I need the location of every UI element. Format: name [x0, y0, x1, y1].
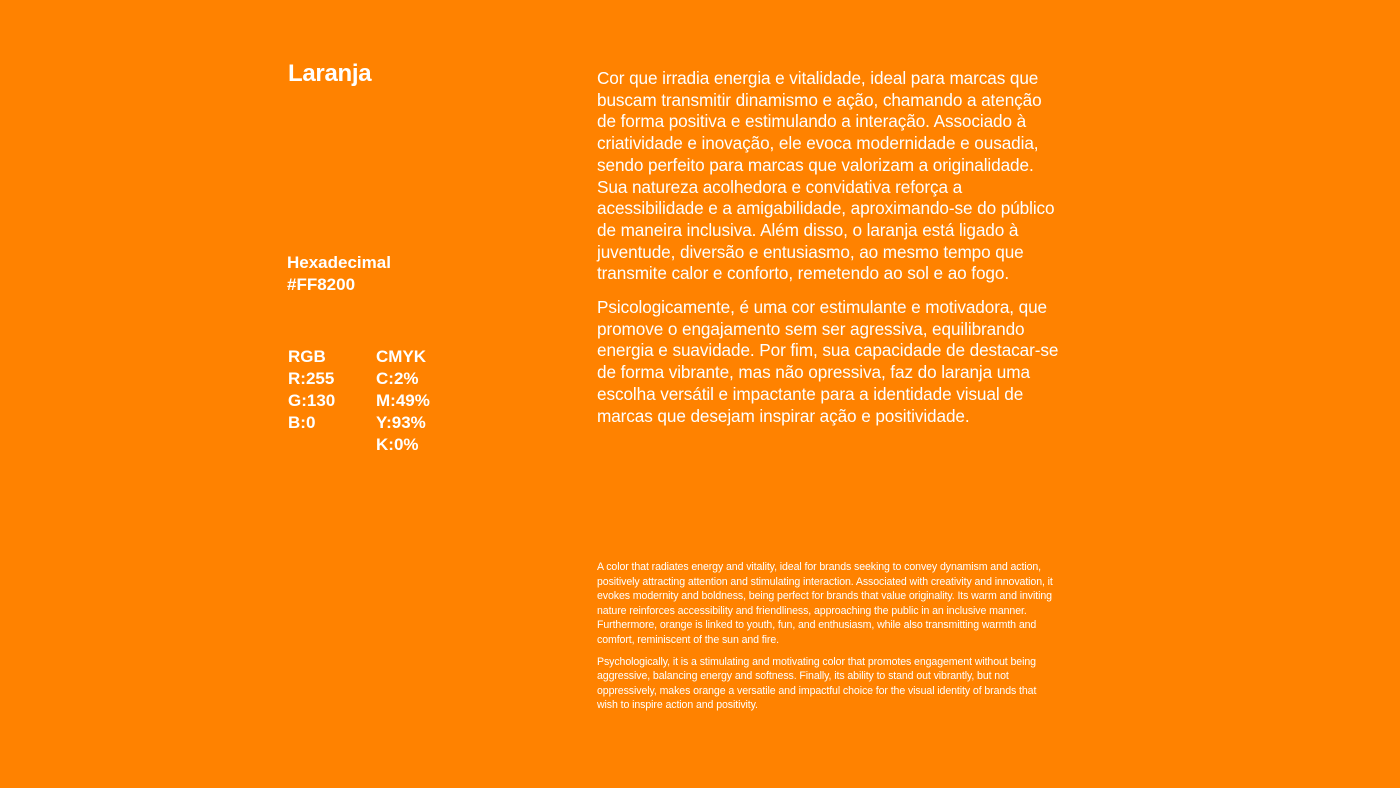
description-en-paragraph: A color that radiates energy and vitality, ideal for brands seeking to convey dynamism and action, positively attracting attention and stimulating interaction. Associated with creativity and innovation, it evokes modernity and boldness, being perfect for brands that value originality. Its warm and inviting nature reinforces accessibility and friendliness, approaching the public in an inclusive manner. Furthermore, orange is linked to youth, fun, and enthusiasm, while also transmitting warmth and comfort, reminiscent of the sun and fire. [597, 561, 1053, 646]
description-portuguese [597, 68, 1065, 439]
description-pt-paragraph: Cor que irradia energia e vitalidade, ideal para marcas que buscam transmitir dinamismo e ação, chamando a atenção de forma positiva e estimulando a interação. Associado à criatividade e inovação, ele evoca modernidade e ousadia, sendo perfeito para marcas que valorizam a originalidade. Sua natureza acolhedora e convidativa reforça a acessibilidade e a amigabilidade, aproximando-se do público de maneira inclusiva. Além disso, o laranja está ligado à juventude, diversão e entusiasmo, ao mesmo tempo que transmite calor e conforto, remetendo ao sol e ao fogo. [597, 68, 1055, 284]
rgb-g-value: G:130 [288, 391, 336, 410]
rgb-b-value: B:0 [288, 413, 316, 432]
cmyk-y-value: Y:93% [376, 413, 426, 432]
rgb-column [288, 346, 376, 456]
cmyk-c-value: C:2% [376, 369, 419, 388]
rgb-r-value: R:255 [288, 369, 335, 388]
description-english [597, 560, 1057, 720]
description-en-paragraph: Psychologically, it is a stimulating and motivating color that promotes engagement without being aggressive, balancing energy and softness. Finally, its ability to stand out vibrantly, but not oppressively, makes orange a versatile and impactful choice for the visual identity of brands that wish to inspire action and positivity. [597, 655, 1037, 712]
hex-value: #FF8200 [287, 275, 356, 294]
cmyk-column [376, 346, 456, 456]
hex-block [287, 252, 391, 296]
hex-label: Hexadecimal [287, 253, 391, 272]
rgb-label: RGB [288, 347, 326, 366]
color-name-title: Laranja [288, 60, 372, 87]
description-pt-paragraph: Psicologicamente, é uma cor estimulante e motivadora, que promove o engajamento sem ser agressiva, equilibrando energia e suavidade. Por fim, sua capacidade de destacar-se de forma vibrante, mas não opressiva, faz do laranja uma escolha versátil e impactante para a identidade visual de marcas que desejam inspirar ação e positividade. [597, 297, 1059, 426]
cmyk-k-value: K:0% [376, 435, 419, 454]
cmyk-label: CMYK [376, 347, 427, 366]
color-values-table [288, 346, 456, 456]
cmyk-m-value: M:49% [376, 391, 430, 410]
